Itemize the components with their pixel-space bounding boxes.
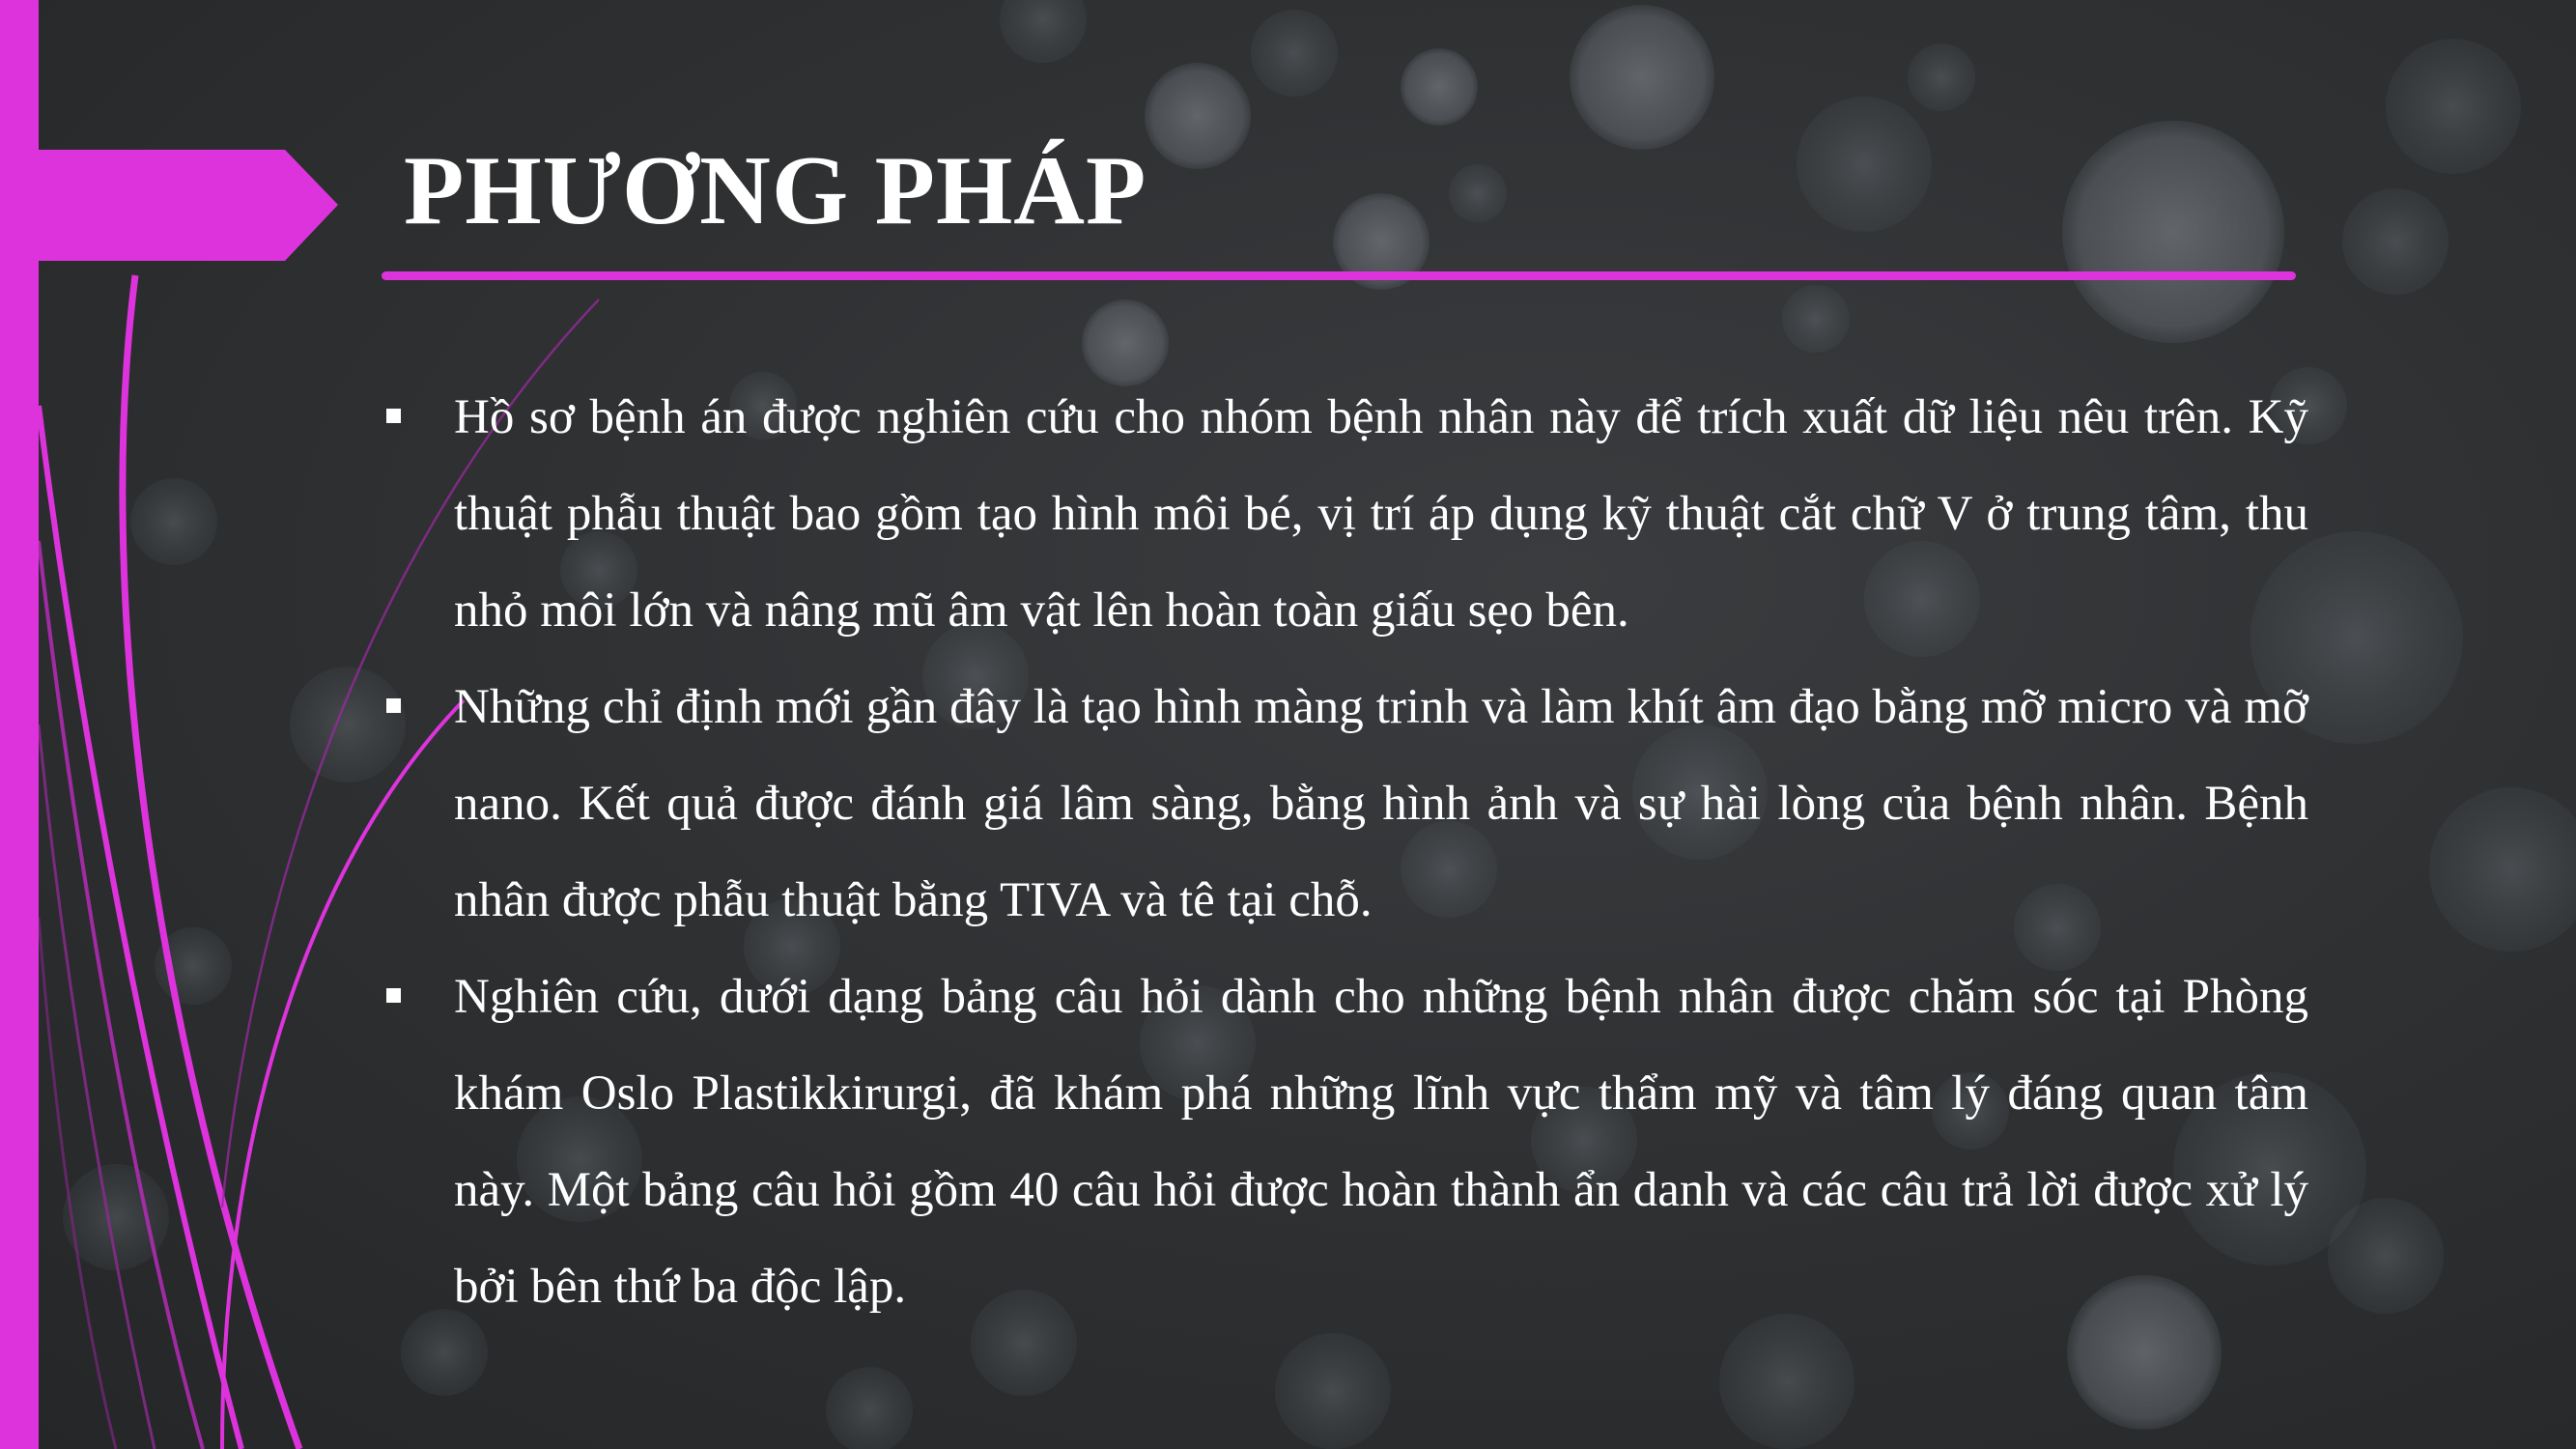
title-underline: [382, 271, 2296, 280]
square-bullet-icon: [386, 409, 401, 423]
square-bullet-icon: [386, 698, 401, 713]
bullet-text: Nghiên cứu, dưới dạng bảng câu hỏi dành cho những bệnh nhân được chăm sóc tại Phòng khám Oslo Plastikkirurgi, đã khám phá những lĩnh vực thẩm mỹ và tâm lý đáng quan tâm này. Một bảng câu hỏi gồm 40 câu hỏi được hoàn thành ẩn danh và các câu trả lời được xử lý bởi bên thứ ba độc lập.: [454, 970, 2308, 1314]
bullet-item-3: [454, 949, 2308, 1335]
bullet-text: Hồ sơ bệnh án được nghiên cứu cho nhóm bệnh nhân này để trích xuất dữ liệu nêu trên. Kỹ thuật phẫu thuật bao gồm tạo hình môi bé, vị trí áp dụng kỹ thuật cắt chữ V ở trung tâm, thu nhỏ môi lớn và nâng mũ âm vật lên hoàn toàn giấu sẹo bên.: [454, 390, 2308, 638]
bullet-text: Những chỉ định mới gần đây là tạo hình màng trinh và làm khít âm đạo bằng mỡ micro và mỡ nano. Kết quả được đánh giá lâm sàng, bằng hình ảnh và sự hài lòng của bệnh nhân. Bệnh nhân được phẫu thuật bằng TIVA và tê tại chỗ.: [454, 680, 2308, 927]
page-title: PHƯƠNG PHÁP: [404, 136, 1147, 245]
title-arrow-tab: [0, 150, 338, 261]
bullet-item-1: [454, 369, 2308, 659]
bullet-item-2: [454, 659, 2308, 949]
bullet-list: [454, 369, 2308, 1335]
square-bullet-icon: [386, 988, 401, 1003]
